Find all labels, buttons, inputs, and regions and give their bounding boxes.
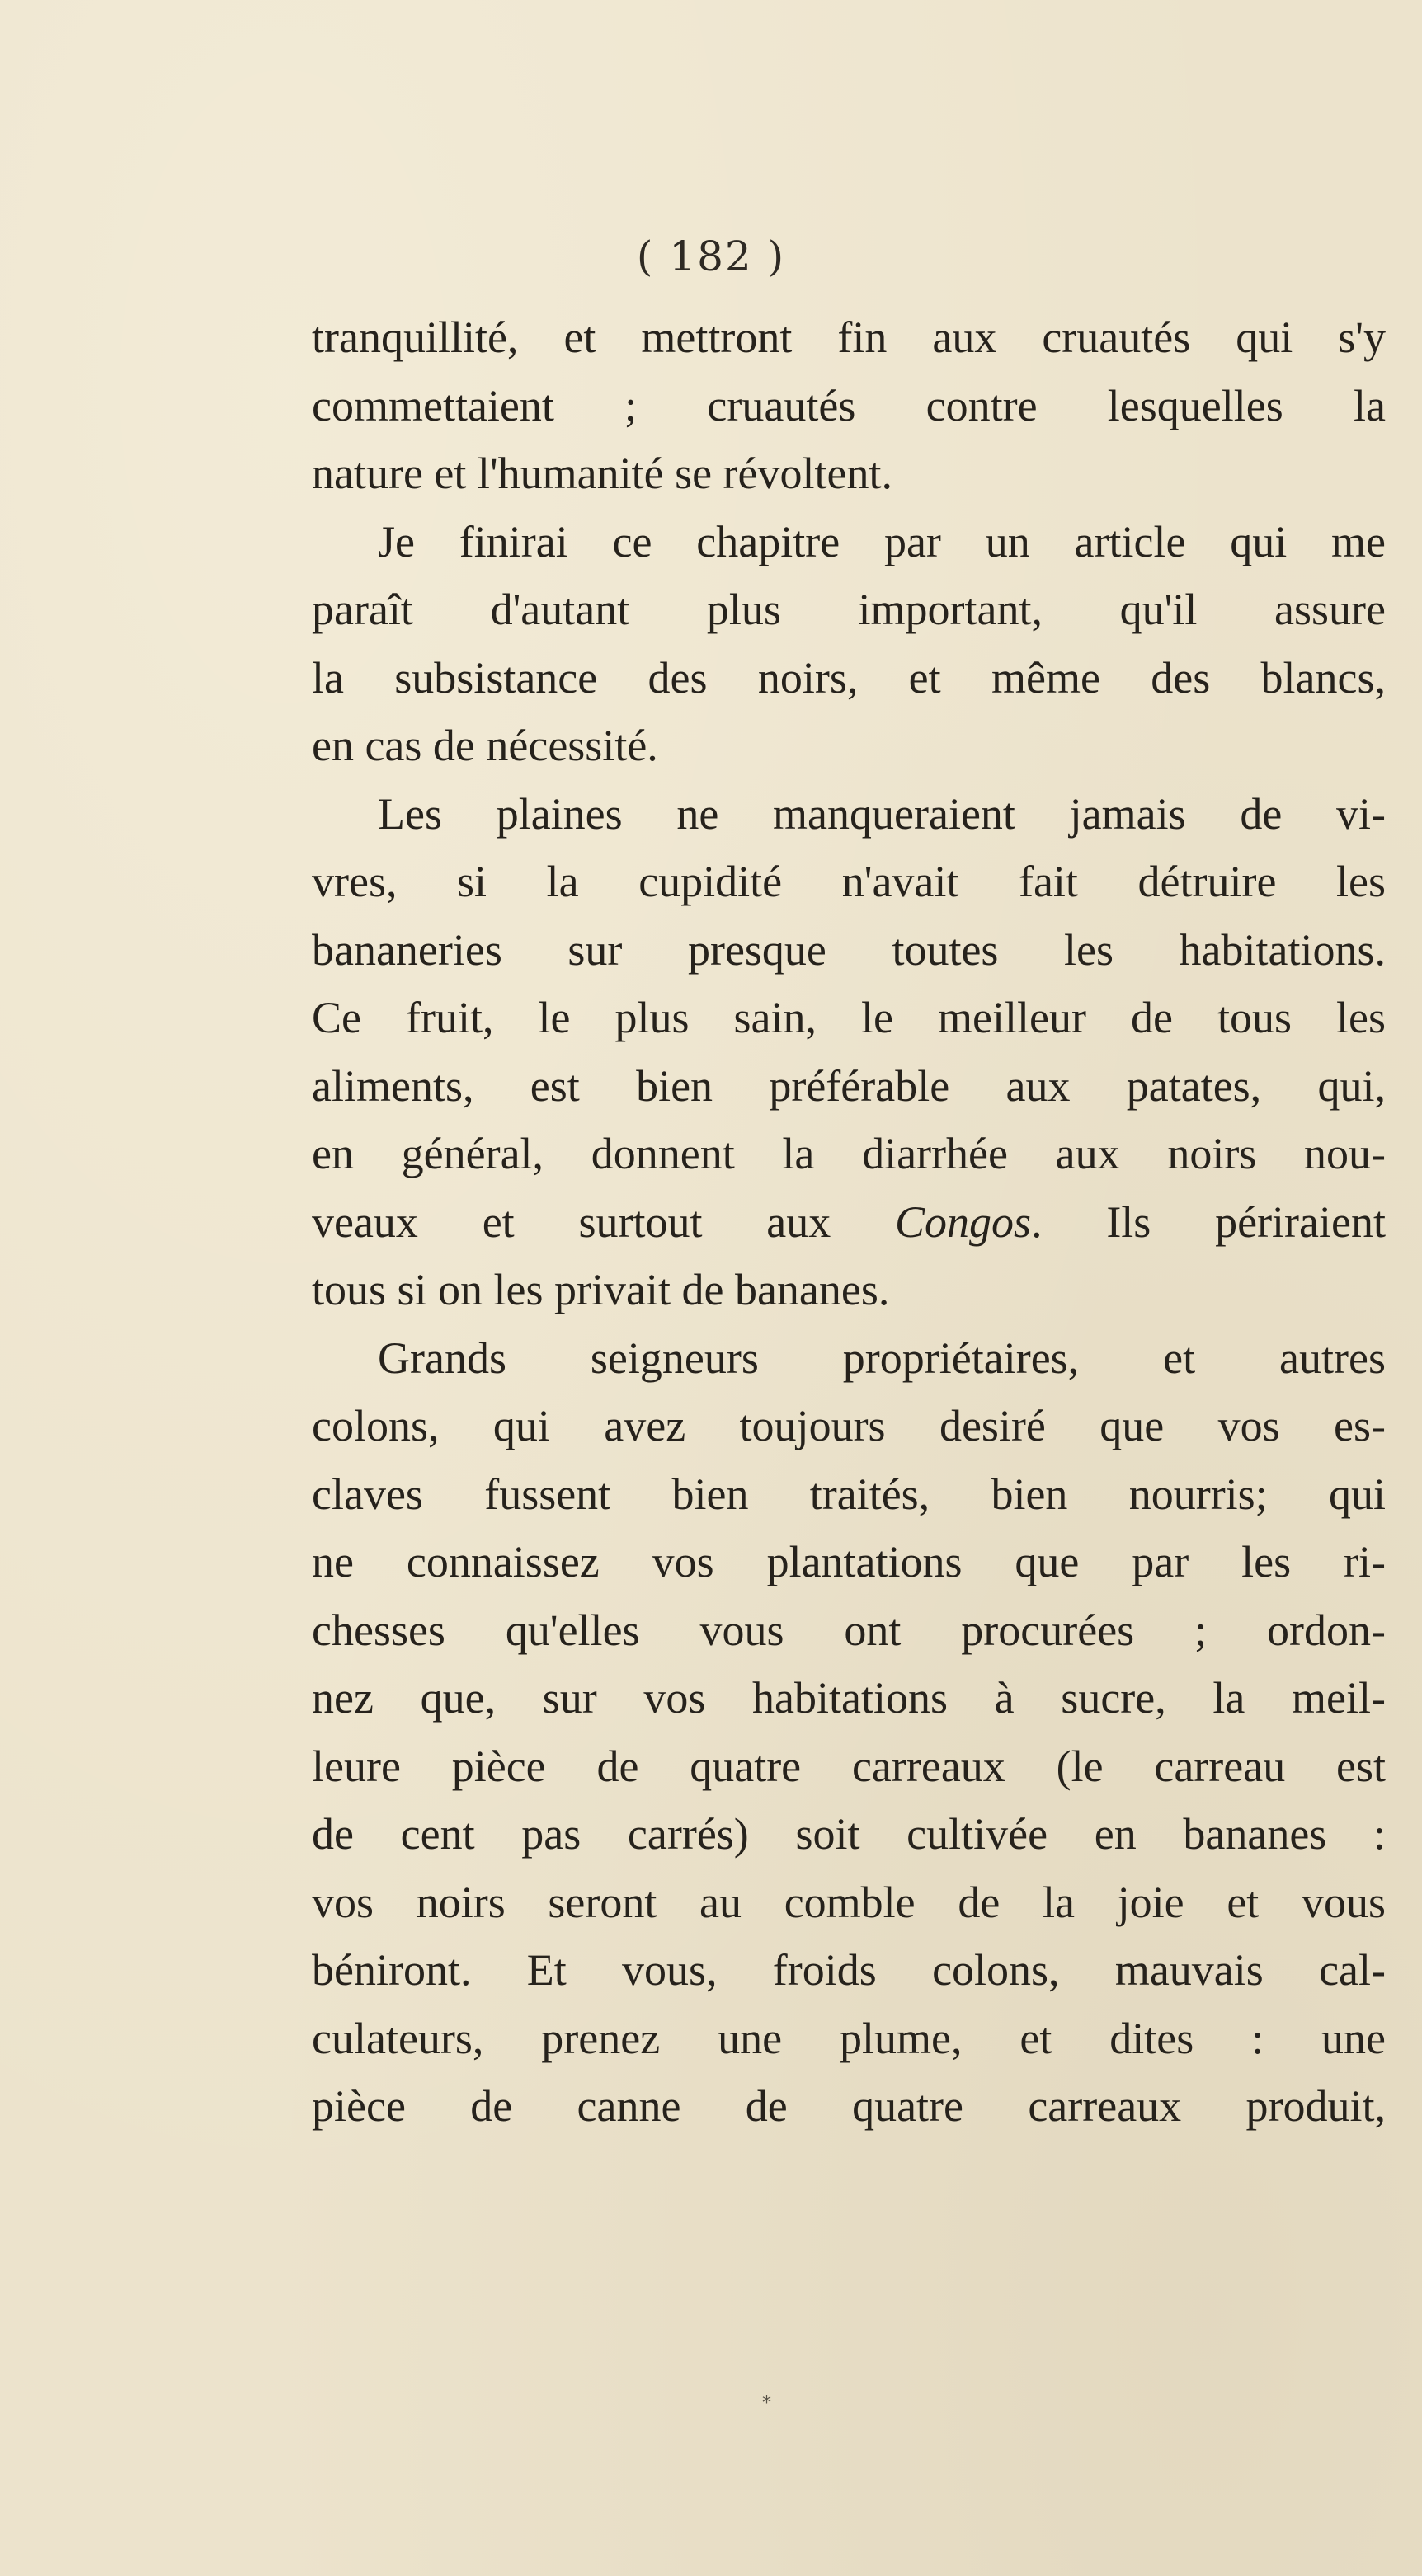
body-text (312, 303, 1386, 2141)
text-line: pièce de canne de quatre carreaux produit, (312, 2081, 1386, 2131)
text-line: vres, si la cupidité n'avait fait détruire les (312, 857, 1386, 906)
text-line: claves fussent bien traités, bien nourris; qui (312, 1469, 1386, 1519)
text-line: leure pièce de quatre carreaux (le carreau est (312, 1741, 1386, 1791)
footer-mark: * (762, 2393, 771, 2414)
text-line: en cas de nécessité. (312, 721, 658, 770)
text-line: culateurs, prenez une plume, et dites : une (312, 2013, 1386, 2063)
text-line: colons, qui avez toujours desiré que vos es- (312, 1401, 1386, 1450)
paragraph-start-line: Les plaines ne manqueraient jamais de vi- (378, 788, 1386, 839)
text-line: de cent pas carrés) soit cultivée en bananes : (312, 1809, 1386, 1859)
text-line: nature et l'humanité se révoltent. (312, 449, 892, 498)
text-line: tranquillité, et mettront fin aux cruautés qui s'y (312, 313, 1386, 362)
text-segment: . Ils périraient (1031, 1196, 1386, 1247)
text-line: en général, donnent la diarrhée aux noirs nou- (312, 1129, 1386, 1178)
text-line: ne connaissez vos plantations que par les ri- (312, 1537, 1386, 1586)
text-line: bananeries sur presque toutes les habitations. (312, 924, 1386, 975)
text-line: chesses qu'elles vous ont procurées ; ordon- (312, 1605, 1386, 1655)
text-line: commettaient ; cruautés contre lesquelles la (312, 380, 1386, 430)
text-line: béniront. Et vous, froids colons, mauvais cal- (312, 1945, 1386, 1995)
paragraph-start-line: Grands seigneurs propriétaires, et autres (378, 1333, 1386, 1383)
text-line: paraît d'autant plus important, qu'il assure (312, 585, 1386, 634)
paragraph-start-line: Je finirai ce chapitre par un article qui me (378, 516, 1386, 566)
text-line: Ce fruit, le plus sain, le meilleur de tous les (312, 993, 1386, 1042)
text-line: la subsistance des noirs, et même des blancs, (312, 652, 1386, 703)
text-line: nez que, sur vos habitations à sucre, la meil- (312, 1673, 1386, 1723)
text-line: tous si on les privait de bananes. (312, 1265, 890, 1314)
text-line: aliments, est bien préférable aux patates, qui, (312, 1060, 1386, 1111)
text-segment: veaux et surtout aux (312, 1196, 895, 1247)
italic-word-congos: Congos (895, 1196, 1032, 1247)
page-number: ( 182 ) (636, 233, 786, 280)
text-line-with-italic (312, 1188, 1386, 1257)
text-line: vos noirs seront au comble de la joie et vous (312, 1877, 1386, 1927)
